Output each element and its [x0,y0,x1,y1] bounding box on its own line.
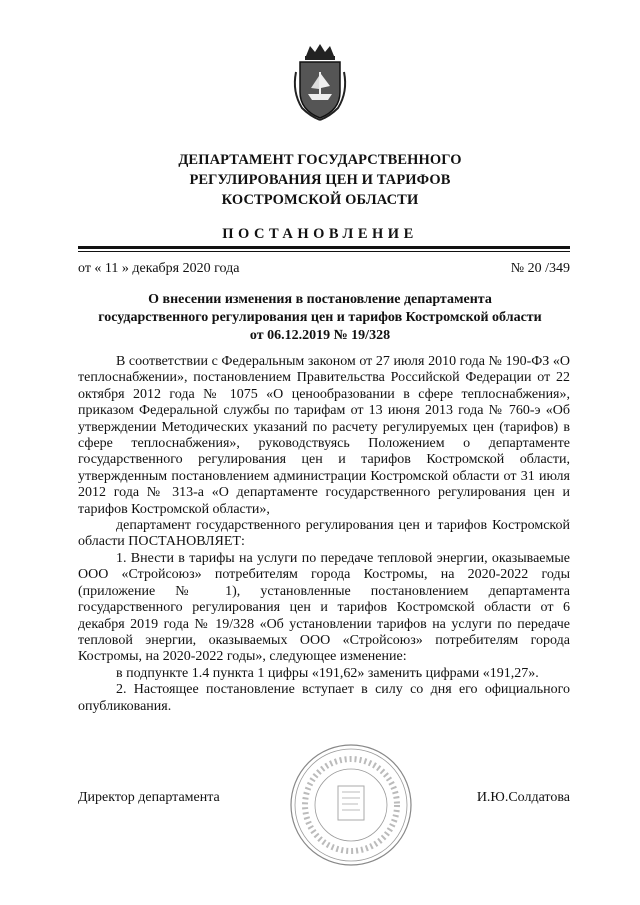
document-subject [70,291,570,345]
body-paragraph-resolves: департамент государственного регулирования цен и тарифов Костромской области ПОСТАНОВЛЯЕТ: [78,518,570,550]
document-body [78,354,570,715]
subject-line-1: О внесении изменения в постановление департамента [148,292,492,307]
body-paragraph-item-2: 2. Настоящее постановление вступает в силу со дня его официального опубликования. [78,682,570,714]
coat-of-arms-icon [288,42,352,122]
department-line-3: КОСТРОМСКОЙ ОБЛАСТИ [221,192,419,208]
header-rule-thin [78,251,570,252]
department-line-2: РЕГУЛИРОВАНИЯ ЦЕН И ТАРИФОВ [189,172,451,188]
signer-name: И.Ю.Солдатова [476,790,570,805]
document-type: ПОСТАНОВЛЕНИЕ [222,226,418,242]
header-rule-thick [78,246,570,249]
body-paragraph-subitem: в подпункте 1.4 пункта 1 цифры «191,62» заменить цифрами «191,27». [116,665,539,681]
document-date: от « 11 » декабря 2020 года [78,261,240,276]
body-paragraph-legal-basis: В соответствии с Федеральным законом от 27 июля 2010 года № 190-ФЗ «О теплоснабжении», постановлением Правительства Российской Федерации от 22 октября 2012 года № 1075 «О ценообразовании в сфере теплоснабжения», приказом Федеральной службы по тарифам от 13 июня 2013 года № 760-э «Об утверждении Методических указаний по расчету регулируемых цен (тарифов) в сфере теплоснабжения», руководствуясь Положением о департаменте государственного регулирования цен и тарифов Костромской области, утвержденным постановлением администрации Костромской области от 31 июля 2012 года № 313-а «О департаменте государственного регулирования цен и тарифов Костромской области», [78,354,570,517]
department-name [0,150,640,210]
signer-position: Директор департамента [78,790,220,805]
subject-line-3: от 06.12.2019 № 19/328 [249,328,391,343]
subject-line-2: государственного регулирования цен и тарифов Костромской области [98,310,542,325]
department-line-1: ДЕПАРТАМЕНТ ГОСУДАРСТВЕННОГО [178,152,462,168]
body-paragraph-item-1: 1. Внести в тарифы на услуги по передаче тепловой энергии, оказываемые ООО «Стройсоюз» потребителям города Костромы, на 2020-2022 годы (приложение № 1), установленные постановлением департамента государственного регулирования цен и тарифов Костромской области от 6 декабря 2019 года № 19/328 «Об установлении тарифов на услуги по передаче тепловой энергии, оказываемых ООО «Стройсоюз» потребителям города Костромы, на 2020-2022 годы», следующее изменение: [78,550,570,665]
document-number: № 20 /349 [510,261,570,276]
official-seal-icon [288,742,414,868]
